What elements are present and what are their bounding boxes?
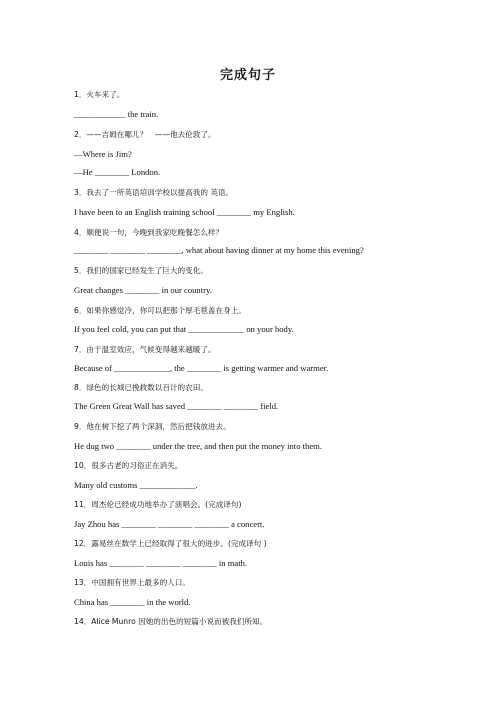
question-12-prompt: 12．露易丝在数学上已经取得了很大的进步。(完成译句 ) bbox=[74, 539, 267, 548]
question-6-prompt: 6．如果你感觉冷，你可以把那个厚毛毯盖在身上。 bbox=[74, 306, 246, 315]
question-11-answer-line: Jay Zhou has ________ ________ ________ a concert. bbox=[74, 519, 265, 529]
question-8-prompt: 8．绿色的长城已挽救数以百计的农田。 bbox=[74, 383, 208, 392]
question-5-prompt: 5．我们的国家已经发生了巨大的变化。 bbox=[74, 266, 208, 275]
question-2-answer-line-2: —He ________ London. bbox=[74, 167, 161, 177]
question-1-prompt: 1．火车来了。 bbox=[74, 90, 125, 99]
question-1-answer-line: ____________ the train. bbox=[74, 109, 159, 119]
question-9-answer-line: He dug two ________ under the tree, and then put the money into them. bbox=[74, 441, 322, 451]
question-10-prompt: 10．很多古老的习俗正在消失。 bbox=[74, 461, 183, 470]
question-13-prompt: 13．中国拥有世界上最多的人口。 bbox=[74, 578, 190, 587]
question-6-answer-line: If you feel cold, you can put that _____________ on your body. bbox=[74, 324, 294, 334]
question-13-answer-line: China has ________ in the world. bbox=[74, 597, 191, 607]
question-9-prompt: 9．他在树下挖了两个深洞，然后把钱放进去。 bbox=[74, 422, 231, 431]
question-3-answer-line: I have been to an English training school ________ my English. bbox=[74, 207, 295, 217]
question-11-prompt: 11．周杰伦已经成功地举办了演唱会。(完成译句) bbox=[74, 500, 242, 509]
question-3-prompt: 3．我去了一所英语培训学校以提高我的 英语。 bbox=[74, 188, 234, 197]
question-4-prompt: 4．顺便说一句，今晚到我家吃晚餐怎么样？ bbox=[74, 228, 224, 237]
question-7-answer-line: Because of _____________, the ________ is getting warmer and warmer. bbox=[74, 363, 329, 373]
question-8-answer-line: The Green Great Wall has saved ________ ________ field. bbox=[74, 401, 279, 411]
question-4-answer-line: ________ ________ ________, what about having dinner at my home this evening? bbox=[74, 245, 364, 255]
question-2-prompt: 2．——吉姆在哪儿？ ——他去伦敦了。 bbox=[74, 130, 216, 139]
question-10-answer-line: Many old customs _____________. bbox=[74, 480, 198, 490]
question-2-answer-line-1: —Where is Jim? bbox=[74, 149, 132, 159]
question-5-answer-line: Great changes ________ in our country. bbox=[74, 285, 212, 295]
question-7-prompt: 7．由于温室效应，气候变得越来越暖了。 bbox=[74, 345, 216, 354]
page-title: 完成句子 bbox=[219, 68, 276, 83]
question-12-answer-line: Louis has ________ ________ ________ in math. bbox=[74, 558, 248, 568]
question-14-prompt: 14．Alice Munro 因她的出色的短篇小说而被我们所知。 bbox=[74, 617, 268, 626]
